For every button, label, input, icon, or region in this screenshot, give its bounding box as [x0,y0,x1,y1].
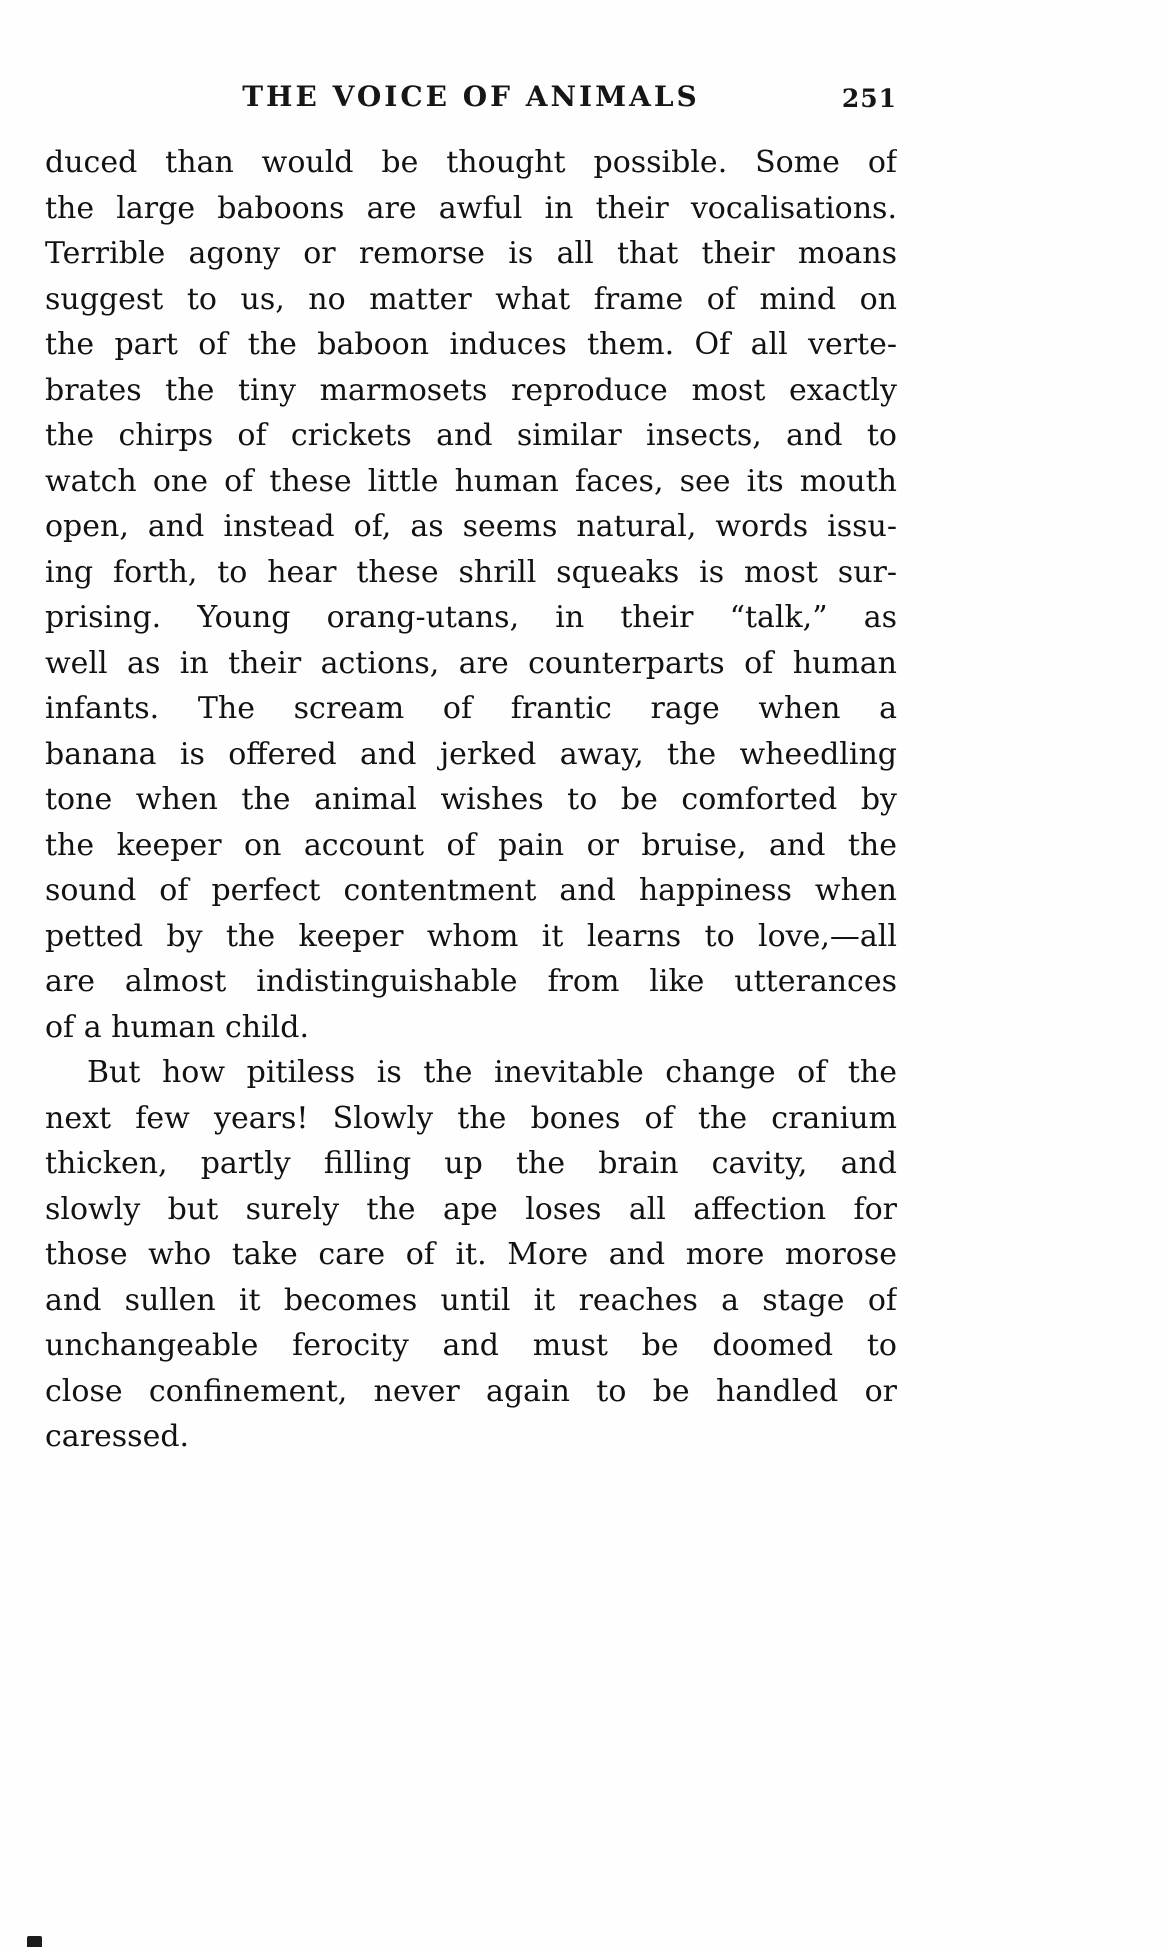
page-body [45,140,897,1460]
text-line: duced than would be thought possible. Some of [45,145,897,180]
text-line: the part of the baboon induces them. Of all verte- [45,327,897,362]
text-line: the large baboons are awful in their vocalisations. [45,190,897,226]
text-line: brates the tiny marmosets reproduce most exactly [45,372,897,408]
text-line: of a human child. [45,1009,310,1045]
text-line: and sullen it becomes until it reaches a stage of [45,1282,897,1318]
text-line: prising. Young orang-utans, in their “talk,” as [45,600,897,635]
text-line: the chirps of crickets and similar insects, and to [45,418,897,453]
scan-artifact [27,1936,42,1947]
text-line: But how pitiless is the inevitable change of the [87,1055,897,1090]
running-title: THE VOICE OF ANIMALS [242,80,700,113]
text-line: close confinement, never again to be handled or [45,1373,897,1409]
text-line: slowly but surely the ape loses all affection for [45,1191,897,1227]
text-line: the keeper on account of pain or bruise, and the [45,827,897,863]
text-line: sound of perfect contentment and happiness when [45,873,897,908]
text-line: suggest to us, no matter what frame of mind on [45,281,897,317]
text-line: infants. The scream of frantic rage when a [45,691,897,726]
text-line: petted by the keeper whom it learns to love,—all [45,918,897,954]
text-line: thicken, partly filling up the brain cavity, and [45,1146,897,1181]
text-line: tone when the animal wishes to be comforted by [45,782,897,817]
text-line: watch one of these little human faces, see its mouth [45,463,897,499]
text-line: Terrible agony or remorse is all that their moans [45,236,897,271]
text-line: are almost indistinguishable from like utterances [45,964,897,999]
text-line: banana is offered and jerked away, the wheedling [45,736,897,772]
text-line: those who take care of it. More and more morose [45,1237,897,1272]
text-line: caressed. [45,1419,190,1454]
text-line: next few years! Slowly the bones of the cranium [45,1100,897,1136]
page-number: 251 [841,84,897,113]
text-line: open, and instead of, as seems natural, words issu- [45,509,897,544]
text-line: ing forth, to hear these shrill squeaks is most sur- [45,554,897,590]
page-header [45,80,897,122]
text-line: unchangeable ferocity and must be doomed to [45,1328,897,1363]
text-line: well as in their actions, are counterparts of human [45,645,897,681]
